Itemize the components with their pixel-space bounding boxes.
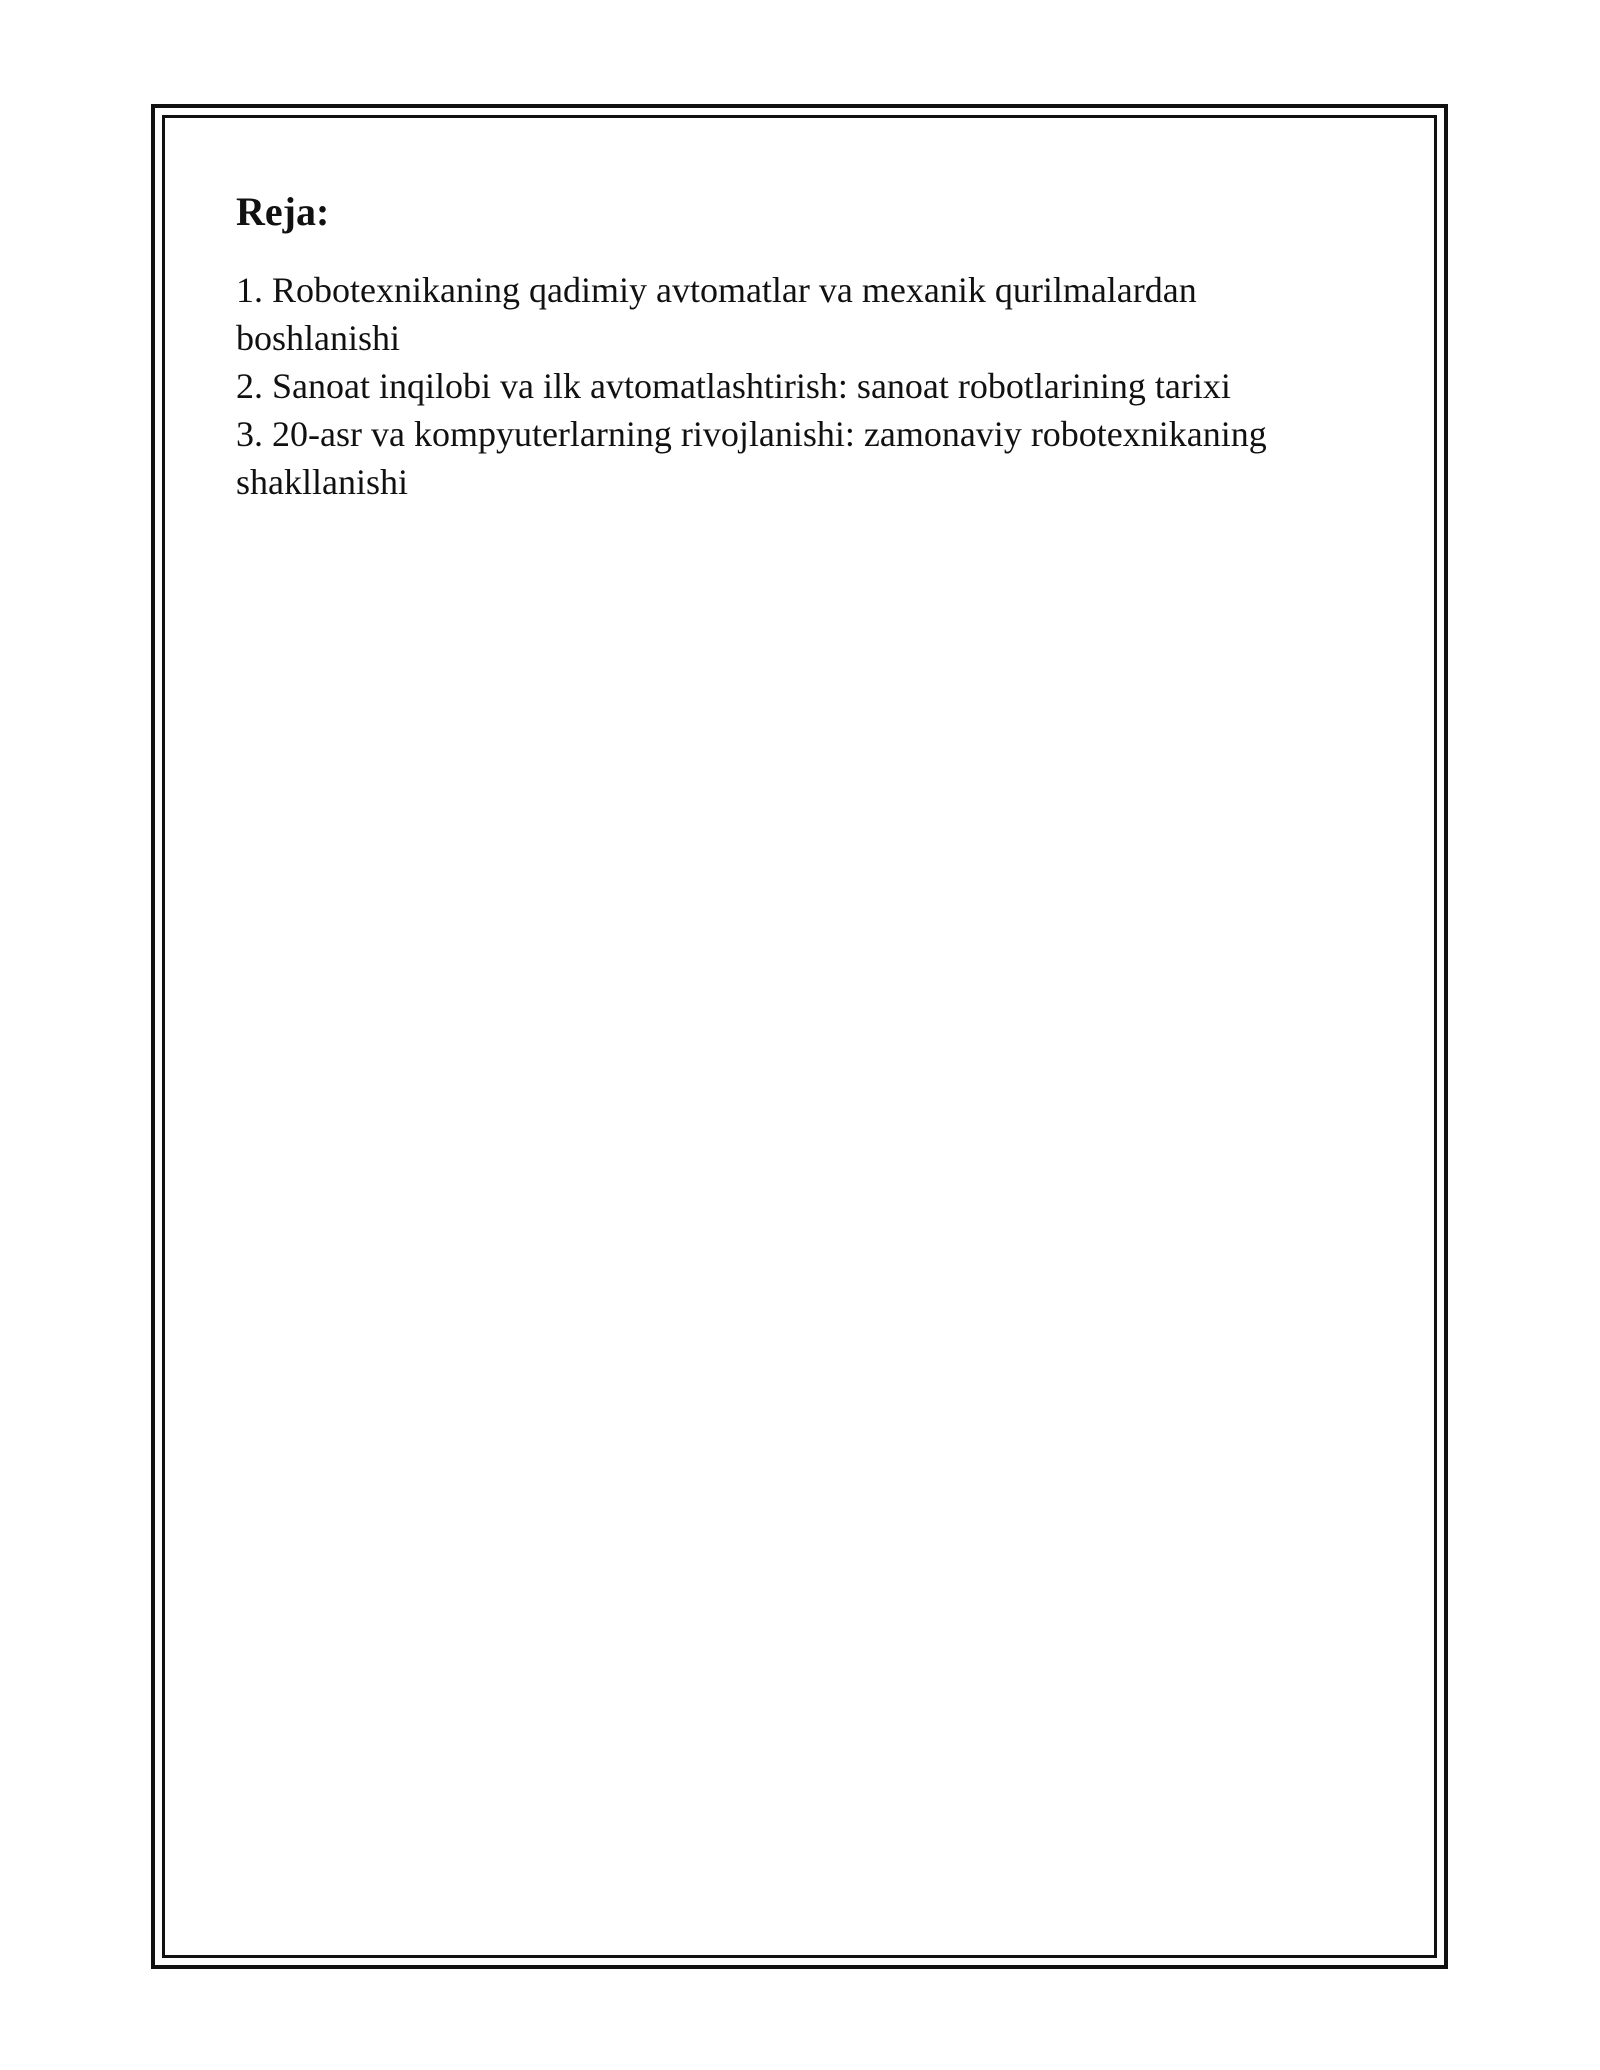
plan-item-2: 2. Sanoat inqilobi va ilk avtomatlashtirish: sanoat robotlarining tarixi bbox=[236, 366, 1231, 406]
plan-heading: Reja: bbox=[236, 189, 330, 234]
plan-item-3: 3. 20-asr va kompyuterlarning rivojlanishi: zamonaviy robotexnikaning shakllanishi bbox=[236, 414, 1267, 502]
plan-item-1: 1. Robotexnikaning qadimiy avtomatlar va mexanik qurilmalardan boshlanishi bbox=[236, 270, 1197, 358]
page-content bbox=[236, 186, 1336, 506]
plan-list bbox=[236, 266, 1336, 506]
